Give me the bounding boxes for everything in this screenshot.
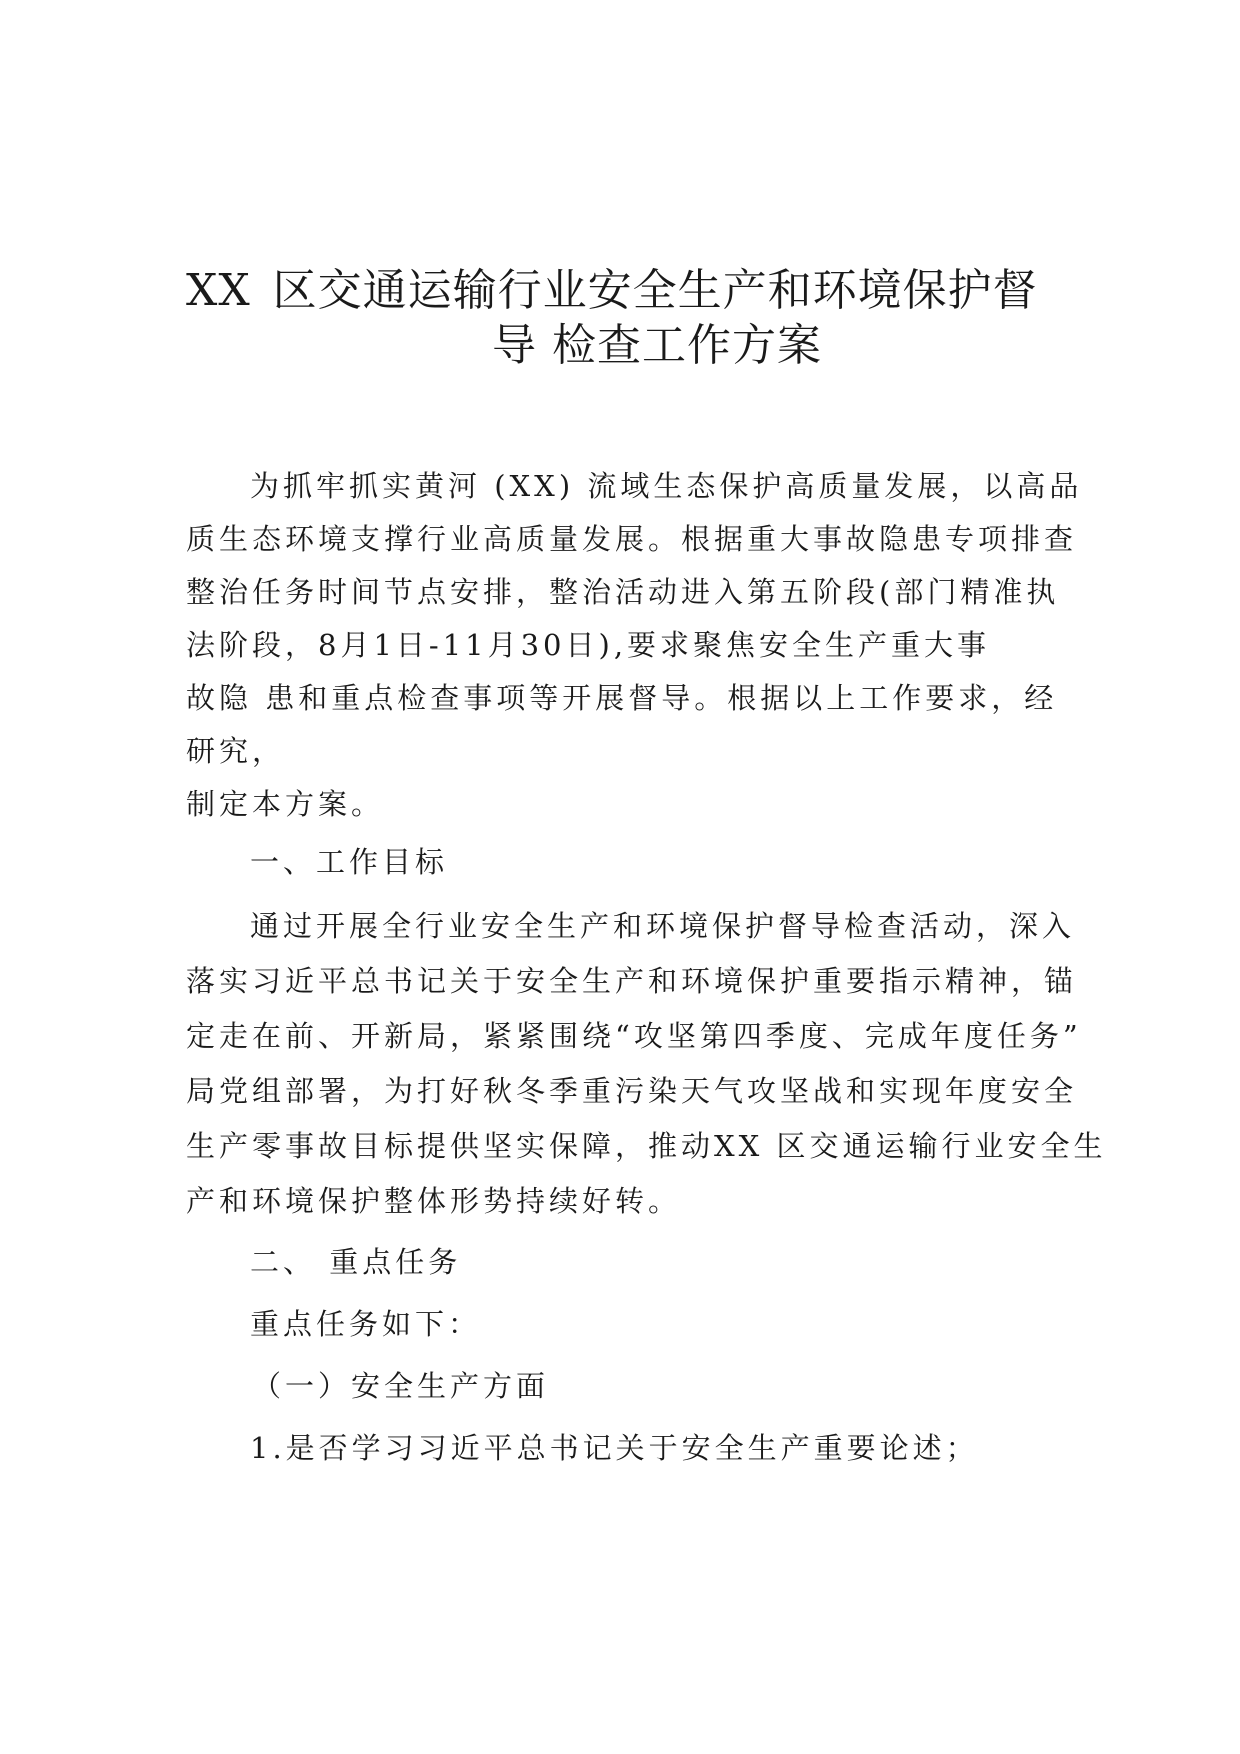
body-line: 整治任务时间节点安排，整治活动进入第五阶段(部门精准执	[186, 575, 1060, 609]
body-line: 重点任务如下：	[250, 1307, 482, 1341]
body-line: 定走在前、开新局，紧紧围绕“攻坚第四季度、完成年度任务”	[186, 1019, 1082, 1053]
body-line: 落实习近平总书记关于安全生产和环境保护重要指示精神，锚	[186, 964, 1078, 998]
subsection-heading: （一）安全生产方面	[252, 1369, 550, 1403]
title-main: 区交通运输行业安全生产和环境保护督	[272, 265, 1038, 316]
body-line: 故隐 患和重点检查事项等开展督导。根据以上工作要求，经	[186, 681, 1058, 715]
document-title-line-1	[186, 263, 1038, 319]
body-line: 质生态环境支撑行业高质量发展。根据重大事故隐患专项排查	[186, 522, 1078, 556]
body-line: 为抓牢抓实黄河 (XX) 流域生态保护高质量发展，以高品	[250, 469, 1083, 503]
document-title-line-2: 导 检查工作方案	[492, 320, 822, 371]
section-heading: 一、工作目标	[250, 845, 449, 879]
body-line: 研究，	[186, 734, 286, 768]
body-line: 法阶段，8月1日-11月30日),要求聚焦安全生产重大事	[186, 628, 991, 662]
list-item: 1.是否学习习近平总书记关于安全生产重要论述；	[250, 1431, 979, 1465]
section-heading: 二、 重点任务	[250, 1245, 462, 1279]
body-line: 通过开展全行业安全生产和环境保护督导检查活动，深入	[250, 909, 1076, 943]
body-line: 制定本方案。	[186, 787, 385, 821]
body-line: 生产零事故目标提供坚实保障，推动XX 区交通运输行业安全生	[186, 1129, 1107, 1163]
title-prefix: XX	[186, 265, 251, 316]
body-line: 局党组部署，为打好秋冬季重污染天气攻坚战和实现年度安全	[186, 1074, 1078, 1108]
body-line: 产和环境保护整体形势持续好转。	[186, 1184, 682, 1218]
